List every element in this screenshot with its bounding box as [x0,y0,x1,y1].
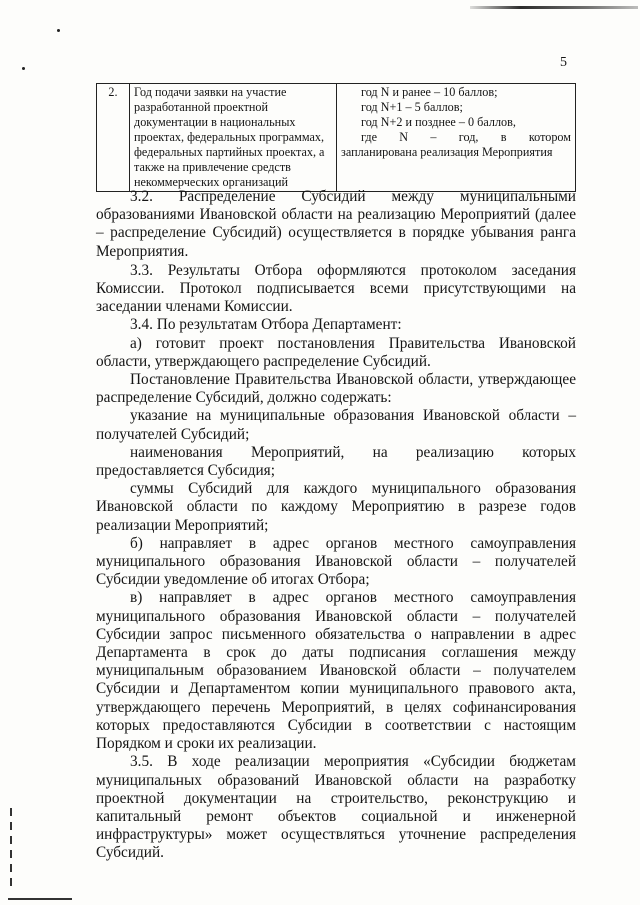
paragraph-item: указание на муниципальные образования Ивановской области – получателей Субсидий; [96,407,576,443]
score-line: год N и ранее – 10 баллов; [361,85,498,99]
paragraph-3-4-a: а) готовит проект постановления Правительства Ивановской области, утверждающего распределение Субсидий. [96,334,576,370]
scan-artifact-bottom [8,898,72,900]
criteria-table [96,83,576,192]
paragraph-item: суммы Субсидий для каждого муниципального образования Ивановской области по каждому Мероприятию в разрезе годов реализации Мероприятий; [96,480,576,534]
score-line: запланирована реализация Мероприятия [341,145,553,159]
paragraph-3-4-b: б) направляет в адрес органов местного самоуправления муниципального образования Ивановской области – получателей Субсидии уведомление об итогах Отбора; [96,534,576,589]
paragraph-resolution: Постановление Правительства Ивановской области, утверждающее распределение Субсидий, должно содержать: [96,371,576,407]
score-line: где N – год, в котором [361,130,571,144]
document-body [96,188,576,863]
criterion-name: Год подачи заявки на участие разработанной проектной документации в национальных проектах, федеральных программах, федеральных партийных проектах, а также на привлечение средств некоммерческих организаций [130,84,337,192]
table-row [97,84,576,192]
scan-speck [57,29,60,32]
row-number: 2. [97,84,130,192]
scan-artifact-left [10,808,12,888]
scan-artifact-top [470,6,638,9]
score-line: год N+1 – 5 баллов; [361,100,463,114]
page-number: 5 [560,55,567,70]
paragraph-3-5: 3.5. В ходе реализации мероприятия «Субсидии бюджетам муниципальных образований Ивановской области на разработку проектной документации на строительство, реконструкцию и капитальный ремонт объектов социальной и инженерной инфраструктуры» может осуществляться уточнение распределения Субсидий. [96,753,576,862]
paragraph-item: наименования Мероприятий, на реализацию которых предоставляется Субсидия; [96,443,576,480]
scan-speck [22,67,25,70]
score-line: год N+2 и позднее – 0 баллов, [361,115,516,129]
paragraph-3-4-v: в) направляет в адрес органов местного самоуправления муниципального образования Ивановской области – получателей Субсидии запрос письменного обязательства о направлении в адрес Департамента в срок до даты подписания соглашения между муниципальным образованием Ивановской области – получателем Субсидии и Департаментом копии муниципального правового акта, утверждающего перечень Мероприятий, в целях софинансирования которых предоставляются Субсидии в соответствии с настоящим Порядком и сроки их реализации. [96,589,576,753]
paragraph-3-4: 3.4. По результатам Отбора Департамент: [130,316,402,334]
paragraph-3-3: 3.3. Результаты Отбора оформляются протоколом заседания Комиссии. Протокол подписывается всеми присутствующими на заседании членами Комиссии. [96,261,576,316]
paragraph-3-2: 3.2. Распределение Субсидий между муниципальными образованиями Ивановской области на реализацию Мероприятий (далее – распределение Субсидий) осуществляется в порядке убывания ранга Мероприятия. [96,188,576,260]
criterion-scores [337,84,576,192]
